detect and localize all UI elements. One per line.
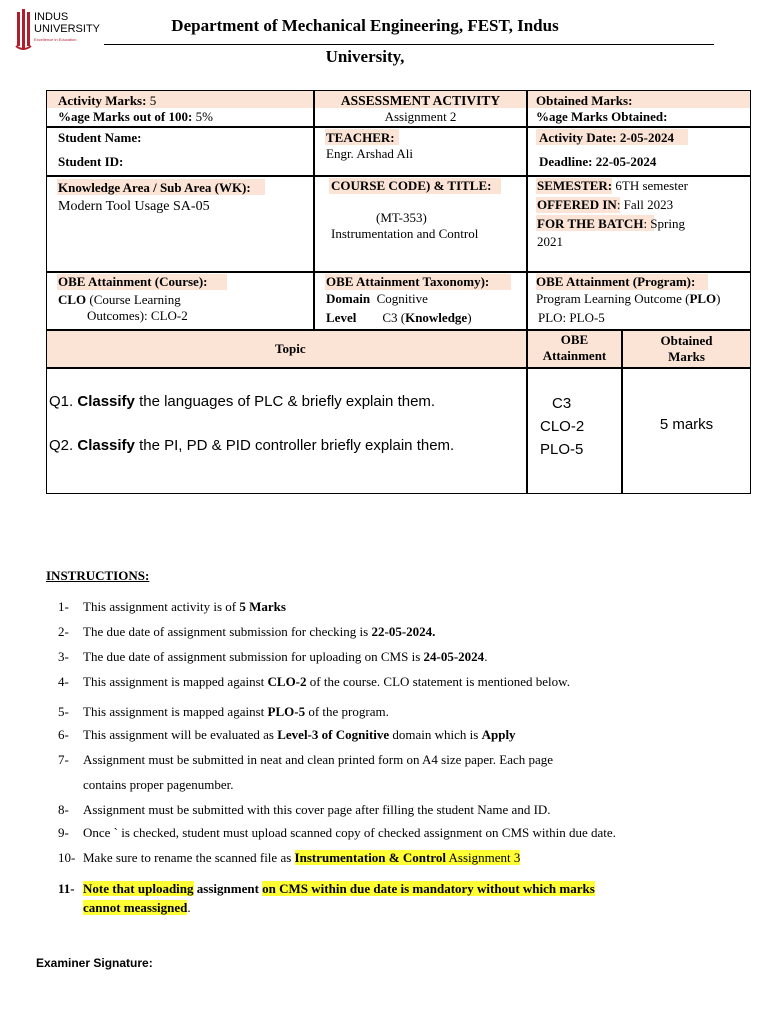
obtained-marks-cell — [527, 90, 751, 127]
question-2: Q2. Classify the PI, PD & PID controller briefly explain them. — [49, 437, 455, 454]
topic-label: Topic — [275, 341, 306, 356]
instruction-num: 6- — [58, 727, 69, 742]
obe-course-label: OBE Attainment (Course): — [58, 274, 208, 289]
questions-cell — [46, 368, 527, 494]
instruction-item: Note that uploading assignment on CMS within due date is mandatory without which marks — [83, 881, 595, 896]
semester-value: 6TH semester — [612, 178, 688, 193]
semester-cell — [527, 176, 751, 272]
level-label: Level — [326, 310, 357, 325]
level-value: C3 ( — [382, 310, 406, 325]
obe-course-cell — [46, 272, 314, 330]
semester-label: SEMESTER: — [537, 178, 613, 193]
pct-marks-label: %age Marks out of 100: — [58, 109, 193, 124]
attainment-level: C3 — [552, 395, 572, 412]
instruction-item: This assignment activity is of 5 Marks — [83, 599, 286, 614]
plo-abbr: PLO — [689, 291, 717, 306]
instruction-item: Make sure to rename the scanned file as Instrumentation & Control Assignment 3 — [83, 850, 521, 865]
course-code: (MT-353) — [376, 210, 427, 225]
obtained-marks-value: 5 marks — [659, 416, 714, 433]
teacher-label: TEACHER: — [326, 130, 395, 145]
obe-taxonomy-label: OBE Attainment Taxonomy): — [326, 274, 490, 289]
obe-program-label: OBE Attainment (Program): — [536, 274, 696, 289]
course-code-title-label: COURSE CODE) & TITLE: — [331, 178, 492, 193]
assessment-subtitle: Assignment 2 — [384, 109, 457, 124]
instruction-item-cont: cannot meassigned. — [83, 900, 191, 915]
instruction-item: The due date of assignment submission for checking is 22-05-2024. — [83, 624, 436, 639]
assessment-title: ASSESSMENT ACTIVITY — [340, 93, 501, 108]
instruction-item: Assignment must be submitted in neat and clean printed form on A4 size paper. Each page — [83, 752, 554, 767]
domain-label: Domain — [326, 291, 371, 306]
obe-taxonomy-cell — [314, 272, 527, 330]
instruction-num: 5- — [58, 704, 69, 719]
activity-marks-cell — [46, 90, 314, 127]
university-logo — [14, 8, 110, 50]
level-bold: Knowledge — [405, 310, 468, 325]
plo-text: Program Learning Outcome ( — [536, 291, 690, 306]
teacher-cell — [314, 127, 527, 176]
marks-head-line2: Marks — [668, 349, 705, 364]
attainment-cell — [527, 368, 622, 494]
domain-value: Cognitive — [376, 291, 428, 306]
activity-marks-label: Activity Marks: — [58, 93, 147, 108]
batch-label: FOR THE BATCH — [537, 216, 644, 231]
instruction-num: 3- — [58, 649, 69, 664]
instruction-num: 1- — [58, 599, 69, 614]
logo-tagline: Excellence in Education — [34, 37, 77, 42]
instruction-num: 10- — [58, 850, 76, 865]
marks-head-line1: Obtained — [660, 333, 713, 348]
instruction-item: This assignment is mapped against CLO-2 of the course. CLO statement is mentioned below. — [83, 674, 570, 689]
obtained-marks-value-cell — [622, 368, 751, 494]
clo-text-2: Outcomes): CLO-2 — [87, 308, 188, 323]
attainment-plo: PLO-5 — [540, 441, 584, 458]
batch-value: : Spring — [643, 216, 685, 231]
attainment-clo: CLO-2 — [540, 418, 585, 435]
activity-marks-value: 5 — [146, 93, 157, 108]
teacher-name: Engr. Arshad Ali — [326, 146, 414, 161]
pct-marks-value: 5% — [192, 109, 213, 124]
question-1: Q1. Classify the languages of PLC & briefly explain them. — [49, 393, 436, 410]
instruction-item: This assignment will be evaluated as Level-3 of Cognitive domain which is Apply — [83, 727, 516, 742]
instruction-num: 7- — [58, 752, 69, 767]
obe-head-line2: Attainment — [542, 348, 607, 363]
assessment-activity-cell — [314, 90, 527, 127]
wk-label: Knowledge Area / Sub Area (WK): — [58, 180, 251, 195]
instruction-item: Once ` is checked, student must upload scanned copy of checked assignment on CMS within due date. — [83, 825, 616, 840]
obtained-marks-head — [622, 330, 751, 368]
offered-value: : Fall 2023 — [616, 197, 674, 212]
clo-text: (Course Learning — [86, 292, 181, 307]
obe-attainment-head — [527, 330, 622, 368]
university-title: University, — [325, 47, 405, 66]
obtained-marks-label: Obtained Marks: — [536, 93, 633, 108]
knowledge-area-cell — [46, 176, 314, 272]
examiner-signature-label: Examiner Signature: — [36, 956, 153, 970]
logo-line1: INDUS — [34, 11, 69, 23]
instruction-item: Assignment must be submitted with this cover page after filling the student Name and ID. — [83, 802, 551, 817]
wk-value: Modern Tool Usage SA-05 — [58, 199, 210, 214]
logo-line2: UNIVERSITY — [34, 23, 101, 35]
instruction-item-cont: contains proper pagenumber. — [83, 777, 234, 792]
student-name-label: Student Name: — [58, 130, 142, 145]
instruction-num: 11- — [58, 881, 75, 896]
pct-obtained-label: %age Marks Obtained: — [536, 109, 668, 124]
student-id-label: Student ID: — [58, 154, 124, 169]
department-title: Department of Mechanical Engineering, FEST, Indus — [171, 16, 559, 35]
header-rule — [104, 44, 714, 45]
student-info-cell — [46, 127, 314, 176]
offered-label: OFFERED IN — [537, 197, 617, 212]
deadline: Deadline: 22-05-2024 — [539, 154, 657, 169]
batch-year: 2021 — [537, 234, 563, 249]
course-title: Instrumentation and Control — [331, 226, 479, 241]
activity-date: Activity Date: 2-05-2024 — [539, 130, 675, 145]
plo-close: ) — [716, 291, 721, 306]
clo-abbr: CLO — [58, 292, 87, 307]
topic-cell — [46, 330, 527, 368]
instruction-item: This assignment is mapped against PLO-5 of the program. — [83, 704, 389, 719]
instruction-num: 9- — [58, 825, 69, 840]
instruction-num: 4- — [58, 674, 69, 689]
instruction-item: The due date of assignment submission for uploading on CMS is 24-05-2024. — [83, 649, 488, 664]
level-close: ) — [467, 310, 472, 325]
course-title-cell — [314, 176, 527, 272]
instructions-heading: INSTRUCTIONS: — [46, 568, 150, 583]
obe-head-line1: OBE — [560, 332, 589, 347]
obe-program-cell — [527, 272, 751, 330]
dates-cell — [527, 127, 751, 176]
instruction-num: 2- — [58, 624, 69, 639]
instruction-num: 8- — [58, 802, 69, 817]
plo-value: PLO: PLO-5 — [538, 310, 605, 325]
